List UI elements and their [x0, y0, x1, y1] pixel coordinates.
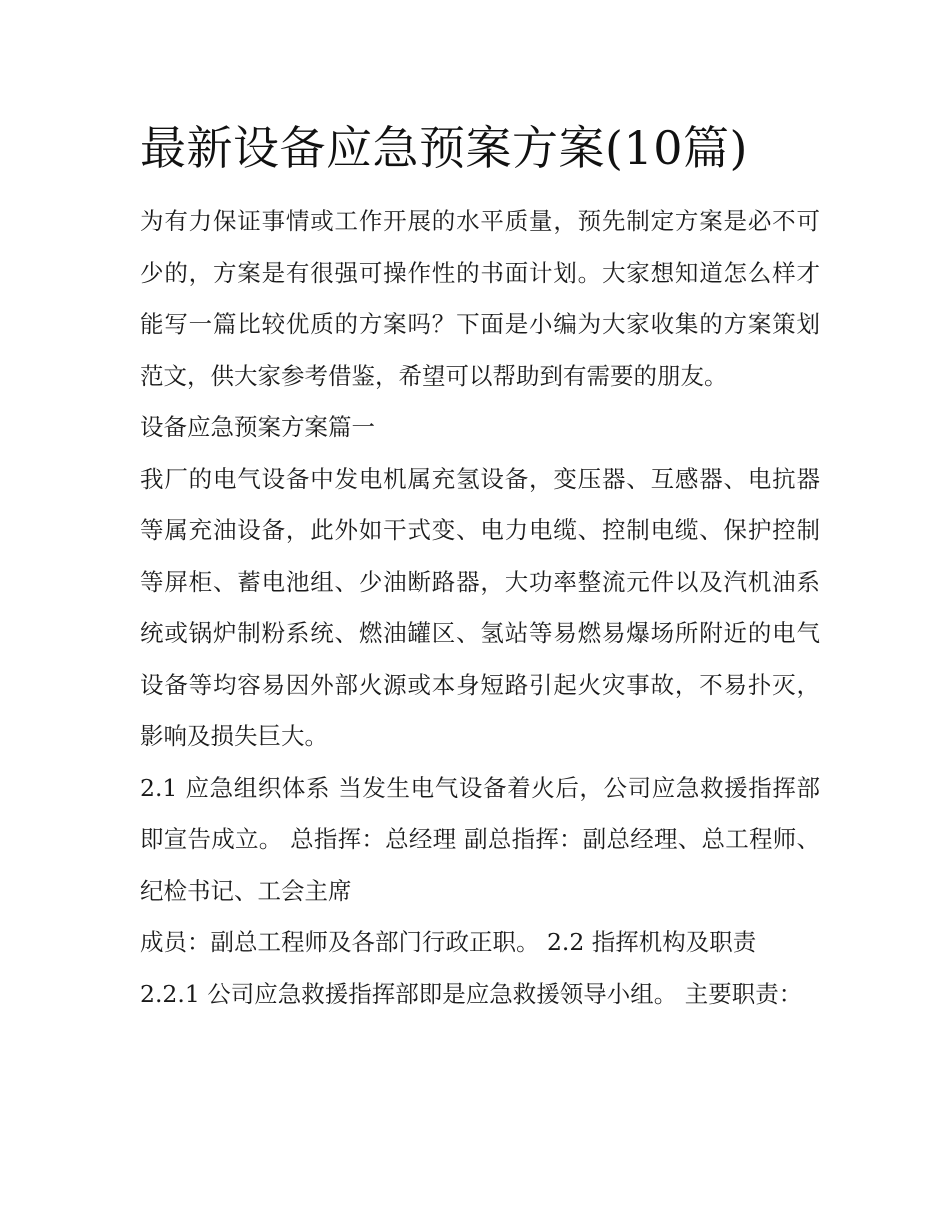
body-paragraph: 成员：副总工程师及各部门行政正职。 2.2 指挥机构及职责: [140, 928, 757, 956]
body-paragraph: 2.1 应急组织体系 当发生电气设备着火后，公司应急救援指挥部即宣告成立。 总指挥：总经理 副总指挥：副总经理、总工程师、纪检书记、工会主席: [140, 773, 820, 905]
body-paragraph: 我厂的电气设备中发电机属充氢设备，变压器、互感器、电抗器等属充油设备，此外如干式变、电力电缆、控制电缆、保护控制等屏柜、蓄电池组、少油断路器，大功率整流元件以及汽机油系统或锅炉制粉系统、燃油罐区、氢站等易燃易爆场所附近的电气设备等均容易因外部火源或本身短路引起火灾事故，不易扑灭，影响及损失巨大。: [140, 464, 820, 750]
document-body: [140, 112, 820, 1020]
intro-paragraph: 为有力保证事情或工作开展的水平质量，预先制定方案是必不可少的，方案是有很强可操作性的书面计划。大家想知道怎么样才能写一篇比较优质的方案吗？下面是小编为大家收集的方案策划范文，供大家参考借鉴，希望可以帮助到有需要的朋友。: [140, 207, 820, 390]
document-title: 最新设备应急预案方案(10篇): [140, 121, 748, 175]
body-paragraph: 2.2.1 公司应急救援指挥部即是应急救援领导小组。 主要职责：: [140, 979, 803, 1008]
section-heading: 设备应急预案方案篇一: [140, 413, 375, 441]
